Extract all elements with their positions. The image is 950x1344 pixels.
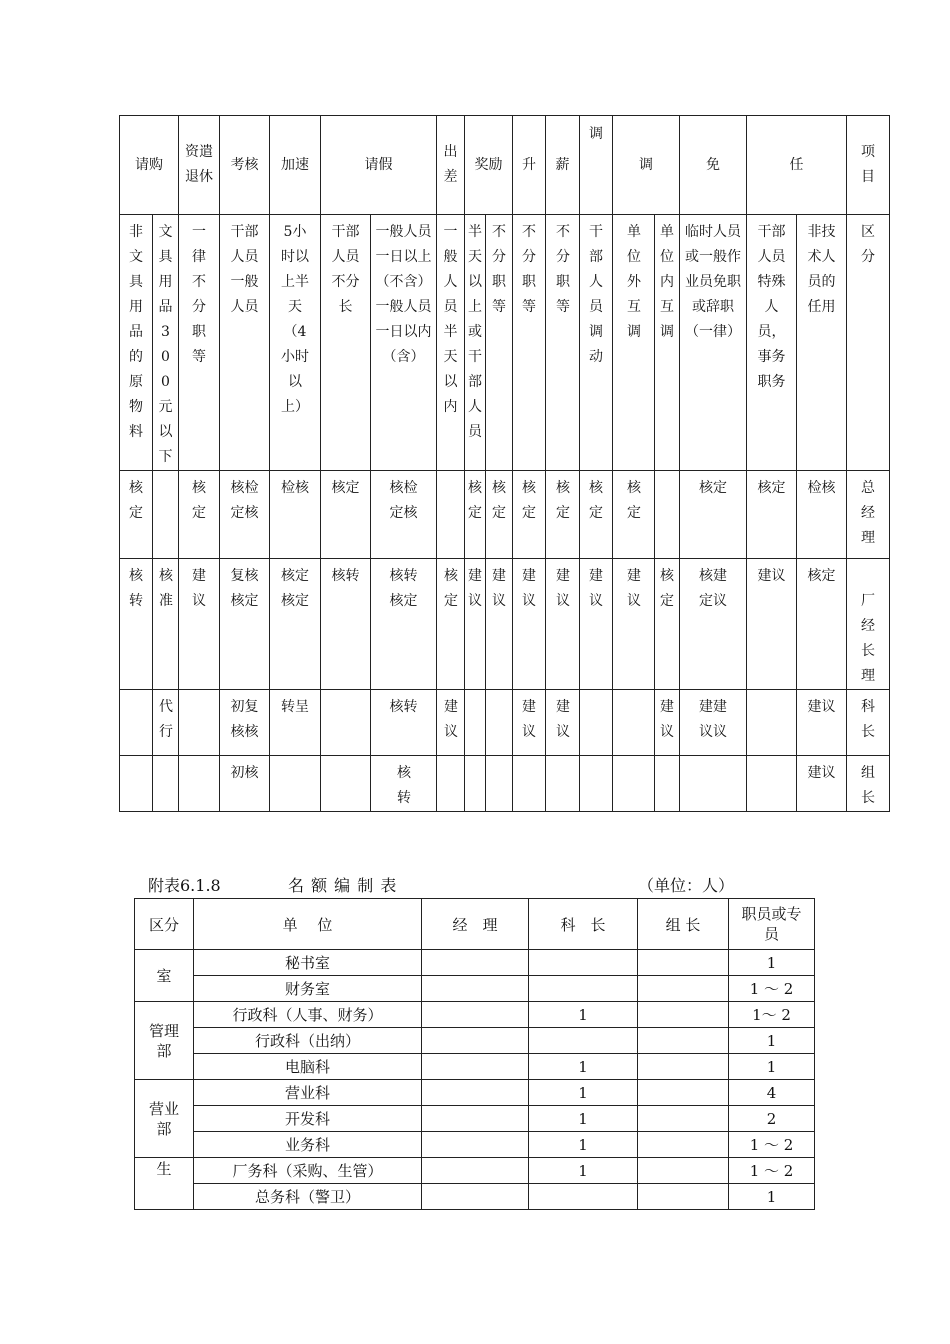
table-cell xyxy=(437,756,465,812)
table-cell: 建议 xyxy=(179,559,220,690)
quota-table-title xyxy=(148,873,768,895)
table-cell xyxy=(179,690,220,756)
subheader-cell: 文具用品300元以下 xyxy=(153,215,179,471)
table-cell xyxy=(153,471,179,559)
team-leader-cell xyxy=(638,1002,729,1028)
role-label: 厂经长理 xyxy=(847,559,890,690)
table-cell: 核准 xyxy=(153,559,179,690)
header-cell: 项目 xyxy=(847,116,890,215)
table-cell: 检核 xyxy=(797,471,847,559)
table-row xyxy=(135,1028,815,1054)
manager-cell xyxy=(422,1158,529,1184)
table-cell xyxy=(580,756,613,812)
subheader-cell: 区分 xyxy=(847,215,890,471)
table-cell: 核定 xyxy=(613,471,655,559)
subheader-cell: 不分职等 xyxy=(486,215,513,471)
table-cell xyxy=(613,756,655,812)
subheader-cell: 干部人员调动 xyxy=(580,215,613,471)
row-section-chief xyxy=(120,690,890,756)
section-chief-cell: 1 xyxy=(529,1158,638,1184)
header-cell: 升 xyxy=(513,116,546,215)
column-header: 单 位 xyxy=(194,899,422,950)
staff-cell: 1 ～ 2 xyxy=(729,976,815,1002)
table-cell xyxy=(680,756,747,812)
table-caption: 附表6.1.8 xyxy=(148,876,221,895)
staff-cell: 1 xyxy=(729,950,815,976)
manager-cell xyxy=(422,1106,529,1132)
table-cell xyxy=(747,756,797,812)
table-cell: 建议 xyxy=(580,559,613,690)
team-leader-cell xyxy=(638,1132,729,1158)
table-cell: 建议 xyxy=(797,690,847,756)
header-cell: 加速 xyxy=(270,116,321,215)
table-cell xyxy=(179,756,220,812)
table-cell xyxy=(120,690,153,756)
unit-cell: 开发科 xyxy=(194,1106,422,1132)
manager-cell xyxy=(422,1184,529,1210)
row-general-manager xyxy=(120,471,890,559)
section-chief-cell: 1 xyxy=(529,1002,638,1028)
subheader-cell: 干部人员一般人员 xyxy=(220,215,270,471)
table-cell: 建议 xyxy=(437,690,465,756)
team-leader-cell xyxy=(638,1106,729,1132)
table-cell: 核检定核 xyxy=(371,471,437,559)
team-leader-cell xyxy=(638,1028,729,1054)
team-leader-cell xyxy=(638,1158,729,1184)
quota-table xyxy=(134,898,815,1210)
approval-authority-table xyxy=(119,115,890,812)
row-team-leader xyxy=(120,756,890,812)
subheader-cell: 一般人员半天以内 xyxy=(437,215,465,471)
table-cell: 核定 xyxy=(680,471,747,559)
table-cell: 复核核定 xyxy=(220,559,270,690)
subheader-cell: 不分职等 xyxy=(546,215,580,471)
role-label: 组长 xyxy=(847,756,890,812)
table-cell: 核转核定 xyxy=(371,559,437,690)
table-cell: 建议 xyxy=(465,559,486,690)
header-cell: 免 xyxy=(680,116,747,215)
subheader-cell: 干部人员不分长 xyxy=(321,215,371,471)
manager-cell xyxy=(422,1028,529,1054)
table-cell xyxy=(270,756,321,812)
section-chief-cell xyxy=(529,1184,638,1210)
team-leader-cell xyxy=(638,1184,729,1210)
table-cell: 核定 xyxy=(797,559,847,690)
table-cell: 核定 xyxy=(546,471,580,559)
unit-cell: 业务科 xyxy=(194,1132,422,1158)
section-chief-cell xyxy=(529,976,638,1002)
table-row xyxy=(135,950,815,976)
table-cell xyxy=(153,756,179,812)
table-cell xyxy=(120,756,153,812)
table-cell xyxy=(465,690,486,756)
header-cell: 请购 xyxy=(120,116,179,215)
manager-cell xyxy=(422,950,529,976)
column-header: 职员或专员 xyxy=(729,899,815,950)
staff-cell: 1 ～ 2 xyxy=(729,1132,815,1158)
group-cell: 生 xyxy=(135,1158,194,1210)
table-cell xyxy=(747,690,797,756)
table-cell: 核定 xyxy=(513,471,546,559)
table-cell: 建议 xyxy=(546,559,580,690)
table-cell xyxy=(321,756,371,812)
role-label: 总经理 xyxy=(847,471,890,559)
staff-cell: 1 xyxy=(729,1054,815,1080)
table-cell: 建议 xyxy=(546,690,580,756)
table-cell: 核定 xyxy=(437,559,465,690)
quota-header-row xyxy=(135,899,815,950)
unit-cell: 电脑科 xyxy=(194,1054,422,1080)
header-cell: 考核 xyxy=(220,116,270,215)
table-cell: 建议 xyxy=(486,559,513,690)
unit-cell: 总务科（警卫） xyxy=(194,1184,422,1210)
staff-cell: 1 xyxy=(729,1184,815,1210)
table-cell xyxy=(437,471,465,559)
subheader-cell: 临时人员或一般作业员免职或辞职（一律） xyxy=(680,215,747,471)
unit-cell: 秘书室 xyxy=(194,950,422,976)
table-cell: 核定 xyxy=(321,471,371,559)
group-cell: 室 xyxy=(135,950,194,1002)
table-cell: 转呈 xyxy=(270,690,321,756)
table-cell: 核定 xyxy=(580,471,613,559)
column-header: 组 长 xyxy=(638,899,729,950)
table-cell xyxy=(486,690,513,756)
table-cell: 建议 xyxy=(655,690,680,756)
table-cell: 初复核核 xyxy=(220,690,270,756)
table-cell xyxy=(546,756,580,812)
section-chief-cell: 1 xyxy=(529,1080,638,1106)
subheader-cell: 单位外互调 xyxy=(613,215,655,471)
header-row xyxy=(120,116,890,215)
table-cell: 核转 xyxy=(120,559,153,690)
table-cell: 核转 xyxy=(371,690,437,756)
team-leader-cell xyxy=(638,950,729,976)
staff-cell: 1～ 2 xyxy=(729,1002,815,1028)
manager-cell xyxy=(422,1002,529,1028)
section-chief-cell xyxy=(529,1028,638,1054)
column-header: 区分 xyxy=(135,899,194,950)
role-label: 科长 xyxy=(847,690,890,756)
table-row xyxy=(135,976,815,1002)
manager-cell xyxy=(422,1132,529,1158)
column-header: 经 理 xyxy=(422,899,529,950)
table-cell: 核建定议 xyxy=(680,559,747,690)
header-cell: 出差 xyxy=(437,116,465,215)
subheader-cell: 半天以上或干部人员 xyxy=(465,215,486,471)
unit-cell: 厂务科（采购、生管） xyxy=(194,1158,422,1184)
table-cell: 建议 xyxy=(747,559,797,690)
table-cell xyxy=(465,756,486,812)
staff-cell: 1 xyxy=(729,1028,815,1054)
header-cell: 薪 xyxy=(546,116,580,215)
table-cell: 建议 xyxy=(797,756,847,812)
table-row xyxy=(135,1002,815,1028)
table-cell xyxy=(613,690,655,756)
section-chief-cell: 1 xyxy=(529,1132,638,1158)
subheader-cell: 5小时以上半天（4小时以上） xyxy=(270,215,321,471)
staff-cell: 2 xyxy=(729,1106,815,1132)
table-row xyxy=(135,1158,815,1184)
subheader-cell: 不分职等 xyxy=(513,215,546,471)
manager-cell xyxy=(422,1080,529,1106)
unit-cell: 财务室 xyxy=(194,976,422,1002)
subheader-cell: 一般人员一日以上（不含）一般人员一日以内（含） xyxy=(371,215,437,471)
group-cell: 营业部 xyxy=(135,1080,194,1158)
section-chief-cell: 1 xyxy=(529,1106,638,1132)
header-cell: 调 xyxy=(613,116,680,215)
column-header: 科 长 xyxy=(529,899,638,950)
table-cell: 初核 xyxy=(220,756,270,812)
table-cell xyxy=(655,756,680,812)
header-cell: 奖励 xyxy=(465,116,513,215)
table-row xyxy=(135,1132,815,1158)
table-cell: 建议 xyxy=(513,559,546,690)
header-cell: 资遣退休 xyxy=(179,116,220,215)
subheader-cell: 干部人员特殊人员，事务职务 xyxy=(747,215,797,471)
manager-cell xyxy=(422,1054,529,1080)
group-cell: 管理部 xyxy=(135,1002,194,1080)
table-cell xyxy=(513,756,546,812)
table-cell: 检核 xyxy=(270,471,321,559)
table-cell: 建议 xyxy=(513,690,546,756)
subheader-cell: 非技术人员的任用 xyxy=(797,215,847,471)
manager-cell xyxy=(422,976,529,1002)
unit-cell: 营业科 xyxy=(194,1080,422,1106)
table-cell: 代行 xyxy=(153,690,179,756)
row-factory-manager xyxy=(120,559,890,690)
team-leader-cell xyxy=(638,1080,729,1106)
table-cell: 核定核定 xyxy=(270,559,321,690)
staff-cell: 4 xyxy=(729,1080,815,1106)
table-cell: 建议 xyxy=(613,559,655,690)
table-cell: 核定 xyxy=(179,471,220,559)
section-chief-cell: 1 xyxy=(529,1054,638,1080)
table-row xyxy=(135,1106,815,1132)
header-cell: 调 xyxy=(580,116,613,215)
table-row xyxy=(135,1184,815,1210)
header-cell: 请假 xyxy=(321,116,437,215)
unit-cell: 行政科（人事、财务） xyxy=(194,1002,422,1028)
table-title: 名 额 编 制 表 xyxy=(288,876,398,895)
table-cell: 核定 xyxy=(465,471,486,559)
team-leader-cell xyxy=(638,976,729,1002)
table-cell: 核检定核 xyxy=(220,471,270,559)
subheader-cell: 非文具用品的原物料 xyxy=(120,215,153,471)
staff-cell: 1 ～ 2 xyxy=(729,1158,815,1184)
table-row xyxy=(135,1054,815,1080)
table-cell: 建建议议 xyxy=(680,690,747,756)
table-cell xyxy=(580,690,613,756)
table-row xyxy=(135,1080,815,1106)
table-cell: 核转 xyxy=(321,559,371,690)
table-unit: （单位：人） xyxy=(638,876,735,895)
table-cell: 核定 xyxy=(120,471,153,559)
table-cell: 核定 xyxy=(486,471,513,559)
subheader-row xyxy=(120,215,890,471)
table-cell: 核定 xyxy=(747,471,797,559)
table-cell xyxy=(655,471,680,559)
table-cell xyxy=(486,756,513,812)
team-leader-cell xyxy=(638,1054,729,1080)
table-cell: 核定 xyxy=(655,559,680,690)
header-cell: 任 xyxy=(747,116,847,215)
unit-cell: 行政科（出纳） xyxy=(194,1028,422,1054)
subheader-cell: 一律不分职等 xyxy=(179,215,220,471)
section-chief-cell xyxy=(529,950,638,976)
subheader-cell: 单位内互调 xyxy=(655,215,680,471)
table-cell: 核转 xyxy=(371,756,437,812)
table-cell xyxy=(321,690,371,756)
